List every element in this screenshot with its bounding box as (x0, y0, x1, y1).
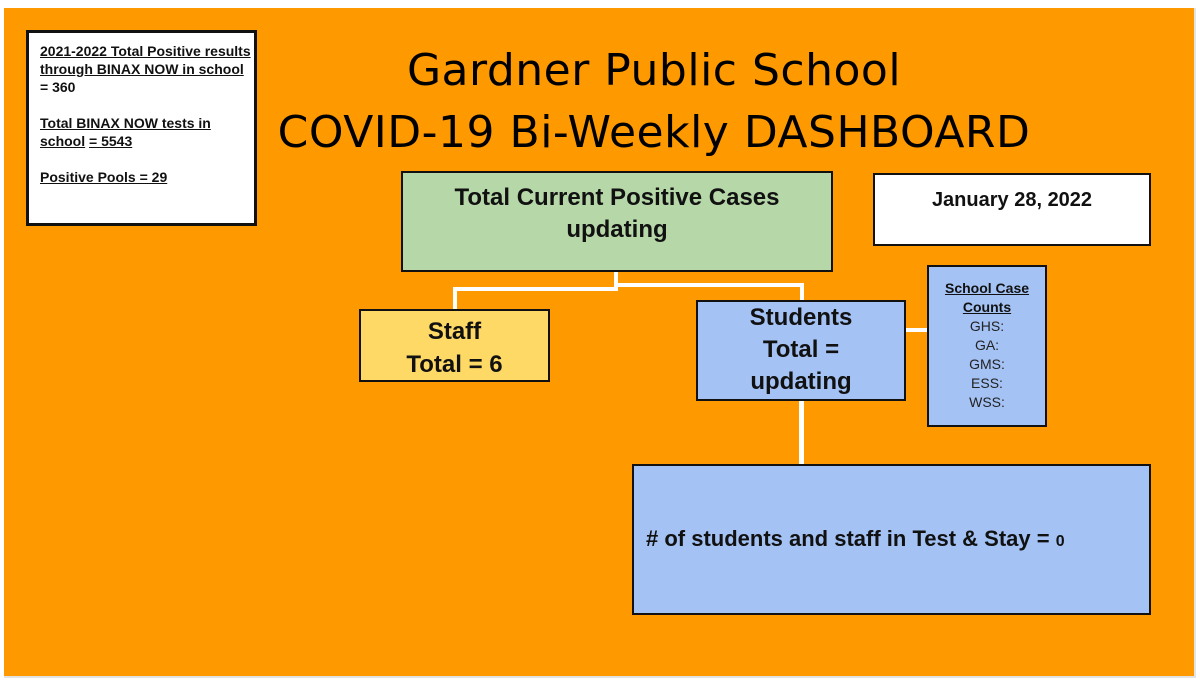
students-label: Students (749, 304, 853, 331)
date-box (873, 173, 1151, 246)
connector-students-counts (906, 328, 927, 332)
dashboard-slide (4, 8, 1196, 678)
test-and-stay-label: # of students and staff in Test & Stay = (646, 526, 1050, 551)
connector-to-students (800, 283, 804, 300)
students-box (696, 300, 906, 401)
staff-label: Staff (427, 318, 482, 345)
school-ghs: GHS: (969, 318, 1005, 334)
school-wss: WSS: (969, 394, 1005, 410)
students-total-label: Total = (762, 336, 840, 363)
connector-right-horizontal (614, 283, 804, 287)
school-counts-header-1: School Case (944, 280, 1030, 296)
positive-pools-text: Positive Pools = 29 (40, 169, 168, 185)
total-cases-value: updating (566, 215, 668, 243)
connector-students-testandstay (799, 401, 804, 464)
total-positive-cases-box (401, 171, 833, 272)
school-gms: GMS: (969, 356, 1005, 372)
page-title (204, 40, 1104, 164)
title-line-1: Gardner Public School (406, 45, 902, 96)
school-counts-header-2: Counts (962, 299, 1012, 315)
students-total-value: updating (750, 368, 852, 395)
binax-tests-label: Total BINAX NOW tests in school (40, 115, 211, 149)
binax-tests-value: = 5543 (89, 133, 133, 149)
total-cases-label: Total Current Positive Cases (454, 183, 780, 211)
title-line-2: COVID-19 Bi-Weekly DASHBOARD (277, 107, 1031, 158)
date-text: January 28, 2022 (931, 189, 1093, 211)
school-ess: ESS: (971, 375, 1003, 391)
school-ga: GA: (974, 337, 1000, 353)
positive-pools-stat (40, 168, 254, 186)
connector-left-horizontal (453, 287, 618, 291)
binax-positive-value: = 360 (40, 79, 76, 95)
binax-positive-label: 2021-2022 Total Positive results through BINAX NOW in school (40, 43, 251, 77)
staff-total: Total = 6 (406, 351, 503, 378)
connector-to-staff (453, 287, 457, 309)
test-and-stay-box (632, 464, 1151, 615)
test-and-stay-value: 0 (1055, 533, 1065, 550)
school-case-counts-box (927, 265, 1047, 427)
staff-box (359, 309, 550, 382)
